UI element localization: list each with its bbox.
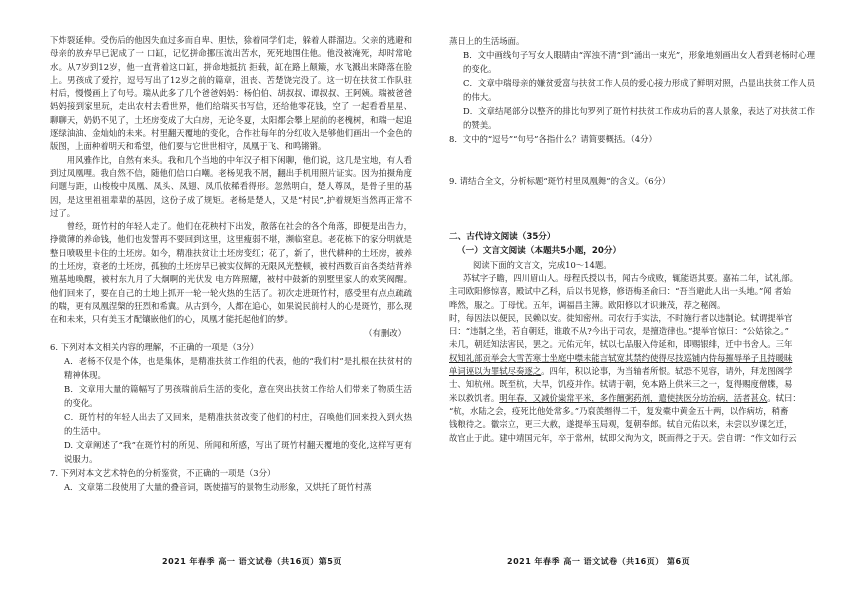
question-7-option-c: C．文章中瑞母亲的嫌贫爱富与扶贫工作人员的爱心接力形成了鲜明对照，凸显出扶贫工作人员的伟大。 [463, 78, 815, 102]
reading-instruction: 阅读下面的文言文，完成10～14题。 [473, 260, 612, 270]
question-7-option-a-continued: 蒸日上的生活场面。 [449, 36, 525, 46]
subsection-heading: （一）文言文阅读（本题共5小题，20分） [457, 246, 622, 256]
classical-text-line: 士、知杭州。既至杭，大旱，饥疫并作。轼请于朝，免本路上供米三之一，复得赐度僧牒，易 [449, 379, 793, 390]
classical-text-line: 故官止于此。建中靖国元年，卒于常州，轼即父洵为文，既而得之于天。尝自谓：“作文如行云 [449, 432, 797, 443]
passage-paragraph-1: 下炸裂延伸。受伤后的他因失血过多而自卑、胆怯，狳着同学们走，躲着人群溜边。父亲的逃避和母亲的放弃早已泥成了一 口缸，记忆拼命挪压流出苦水，死死地围住他。他没被淹死，却时常呛水。从7岁到12岁，他一直背着这口缸，拼命地抵抗 拒载，缸在路上颠簸，水飞溅出来降落在脸上。男孩成了爱拧，逗号写出了12岁之前的篇章，沮丧、苦楚饶完没了。这一切在扶贫工作队驻村后，慢慢画上了句号。瑞从此多了几个爸爸妈妈：杨伯伯、胡叔叔、谭叔叔、王阿姨。瑞被爸爸妈妈接到家里玩，走出农村去看世界，他们给瑞买书写信，还给他零花钱，空了 一起看看星星、聊聊天，奶奶不见了，土坯房变成了大白房，无论冬夏，太阳都会攀上屋前的老槐树，和瑞一起追逐绿油油、金灿灿的未来。村里翻天覆地的变化，合作社每年的分红收入是够他们画出一个金色的版图，上面种着明天和希望，他们要与它世世相守，凤凰于飞、和鸣锵锵。 [50, 35, 412, 152]
page-footer-left: 2021 年春季 高一 语文试卷（共16页）第5页 [162, 557, 342, 566]
question-7: 7. 下列对本文艺术特色的分析鉴赏，不正确的一项是（3分） [50, 467, 276, 478]
classical-text-line [449, 365, 815, 378]
text-fragment: 。轼曰： [767, 392, 801, 403]
answer-space-9 [449, 188, 815, 202]
question-7-option-d: D．文章结尾部分以整齐的排比句罗列了斑竹村扶贫工作成功后的喜人景象，表达了对扶贫工作的赞美。 [463, 106, 815, 130]
classical-text-line: 哗然，服之。丁母忧。五年，调福昌主簿。欧阳修以才识兼茂，荐之秘阁。 [449, 299, 726, 310]
classical-text-line: 未几，朝廷知法害民，罢之。元佑元年，轼以七品服入侍延和，即赐银绯，迁中书舍人。三年 [449, 339, 793, 350]
right-column [449, 34, 815, 445]
source-note: （有删改） [364, 327, 406, 338]
classical-text-line: 时，每因法以便民，民赖以安。徙知密州。司农行手实法，不时施行者以违制论。轼谓提举官 [449, 312, 793, 323]
question-6-option-b: B．文章用大量的篇幅写了男孩瑞前后生活的变化，意在突出扶贫工作给人们带来了物质生活的变化。 [64, 383, 412, 408]
question-9: 9. 请结合全文，分析标题“斑竹村里凤凰舞”的含义。（6分） [449, 176, 671, 186]
passage-paragraph-2: 用风雅作比，自然有来头。我和几个当地的中年汉子相下闲聊，他们说，这几是宝地，有人看到过凤凰哩。我自然不信，随他们信口白嘲。老杨见我不屑，翻出手机用照片证实。因为拍摄角度问题与距，山梭梭中凤凰、凤头、凤翅、凤爪依稀看得形。忽然明白，楚人尊凤，是骨子里的基因，是这里祖祖辈辈的基因，这份子成了规矩。老杨是楚人，又是“村民”,护着规矩当然再正常不过了。 [50, 154, 412, 218]
question-8: 8．文中的“逗号”“句号”各指什么？请简要概括。（4分） [449, 134, 657, 144]
classical-text-line: 钱粮待之。徽宗立，更三大赦，遂提举玉局观，复朝奉郎。轼自元佑以来，未尝以岁课乞迁， [449, 419, 793, 430]
question-6-option-a: A．老杨不仅是个体，也是集体，是精准扶贫工作组的代表，他的“我们村”是扎根在扶贫村的精神体现。 [64, 355, 412, 380]
page-footer-right: 2021 年春季 高一 语文试卷（共16页） 第6页 [507, 557, 691, 566]
classical-text-line: “杭，水陆之会，疫死比他处常多。”乃裒羡缗得二千，复发橐中黄金五十两，以作病坊，稍畜 [449, 405, 789, 416]
text-fragment: 。四年，积以论事，为当轴者所恨。轼恐不见容，请外，拜龙图阁学 [541, 366, 793, 377]
classical-text-line [449, 392, 815, 405]
answer-space-8b [449, 160, 815, 174]
question-6: 6. 下列对本文相关内容的理解，不正确的一项是（3分） [50, 341, 259, 352]
classical-text-line: 权知礼部贡举会大雪苦寒士坐庭中噤未能言轼宽其禁约使得尽技巡铺内侍每摧辱举子且持暖昧 [449, 352, 793, 363]
classical-text-line: 主司欧阳修惊喜，殿试中乙科，后以书见修，修语梅圣俞曰：“吾当避此人出一头地。”闻 者始 [449, 286, 792, 297]
answer-space-9b [449, 202, 815, 216]
classical-text-line: 苏轼字子瞻，四川眉山人。母程氏授以书，闻古今成败，辄能语其要。嘉祐二年，试礼部。 [463, 273, 798, 283]
passage-paragraph-3: 曾经，斑竹村的年轻人走了。他们在花秧村下出发，散落在社会的各个角落，即便是出告力，挣微薄的养命钱，他们也发誓再不要回到这里，这里瘦弱不堪，濒临窒息。老花栋下的家分明就是整日喷吸里卡住的土坯房。如今，精准扶贫让土坯房变红；花了，新了，世代耕种的土坯房，被养的土坯房，衰老的土坯房，孤独的土坯房早已被实仪辉的无限风光整顿，被村西数百亩各类结背养殖基地唤醒，被村东九月了大炯啊的光伏发 电方阵照耀，被村中鼓新的别墅里家人的欢笑阀醒。他们回来了，要在自己的土地上抓开一轮一轮火热的生活了。初次走进斑竹村，感受里有点点疏疏的喘，更有凤凰涅槃的狂烈和希冀。从古到今，人都在追心，如果说民前村人的心是斑竹，那么现在和未来，只有美玉才配镶嵌他们的心，凤凰才能托起他们的梦。 [50, 221, 412, 325]
question-6-option-d: D. 文章阐述了“我”在斑竹村的所见、所闻和所感，写出了斑竹村翻天覆地的变化,这样写更有说服力。 [64, 439, 412, 464]
classical-text-line: 曰：“违制之坐，若自朝廷，谁敢不从?今出于司农，是擅造律也。”提举官惊曰：“公姑徐之。” [449, 326, 789, 337]
text-fragment: 米以救饥者。 [449, 392, 500, 403]
question-7-option-a: A．文章第二段使用了大量的叠音词，既使描写的景物生动形象，又烘托了斑竹村蒸 [64, 481, 372, 492]
question-7-option-b: B．文中画线句子写女人眼睛由“浑浊不清”到“涌出一束光”，形象地刻画出女人看到老杨时心理的变化。 [463, 50, 815, 74]
answer-space-9c [449, 216, 815, 230]
left-column [50, 34, 412, 494]
question-6-option-c: C．斑竹村的年轻人出去了又回来，是精准扶贫改变了他们的村庄，召唤他们回来投入到火热的生活中。 [64, 411, 412, 436]
section-heading: 二、古代诗文阅读（35分） [449, 232, 556, 242]
underlined-sentence: 明年春，又减价粜常平米，多作饘粥药剂，遣使挟医分坊治病，活者甚众 [499, 392, 768, 403]
underlined-sentence: 单词诬以为罪轼尽奏逐之 [449, 366, 542, 377]
answer-space-8 [449, 146, 815, 160]
